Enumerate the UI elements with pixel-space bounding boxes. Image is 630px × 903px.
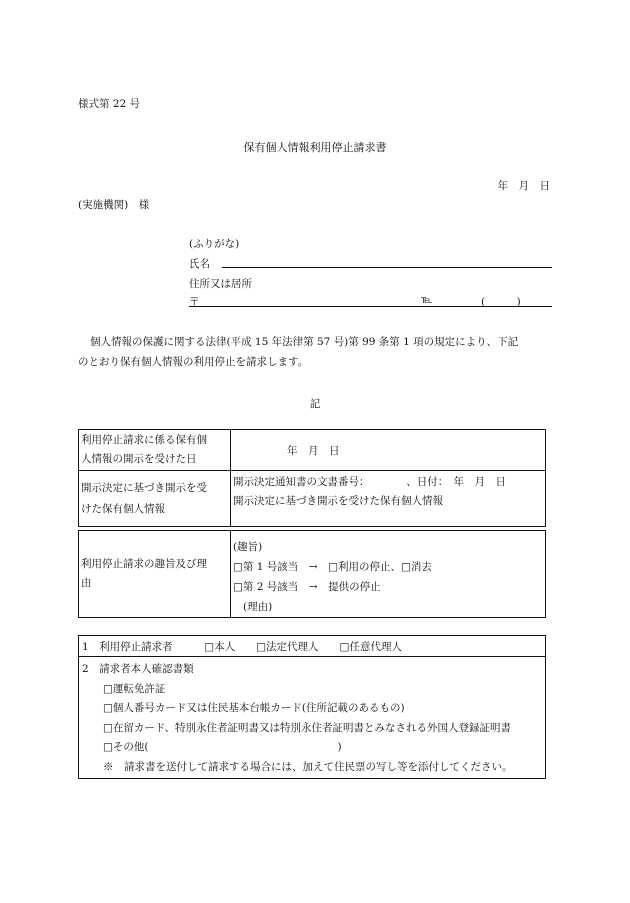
doc-option-residence-card[interactable]: □在留カード、特別永住者証明書又は特別永住者証明書とみなされる外国人登録証明書 — [103, 721, 511, 734]
purpose-reason-field[interactable] — [231, 531, 546, 618]
requester-table — [78, 635, 546, 779]
table-row — [79, 636, 546, 657]
table-row — [79, 531, 546, 618]
purpose-label: (趣旨) — [233, 541, 263, 553]
page-title: 保有個人情報利用停止請求書 — [243, 141, 387, 154]
doc-number-line: 開示決定通知書の文書番号： 、日付： 年 月 日 — [233, 476, 506, 488]
addressee: (実施機関) 様 — [78, 199, 150, 211]
clause2-checkbox-line[interactable]: □第 2 号該当 → 提供の停止 — [233, 581, 381, 593]
furigana-label: (ふりがな) — [189, 238, 240, 250]
tel-mark: ℡ — [421, 294, 433, 306]
requester-type-line: 1 利用停止請求者 □本人 □法定代理人 □任意代理人 — [82, 640, 402, 653]
ki-heading: 記 — [309, 398, 321, 410]
purpose-reason-label: 利用停止請求の趣旨及び理 由 — [79, 531, 231, 618]
name-label: 氏名 — [189, 258, 210, 270]
disclosure-date-field[interactable] — [231, 430, 546, 471]
doc-option-other[interactable]: □その他( ) — [103, 741, 342, 753]
tel-paren: ( ) — [481, 296, 521, 308]
body-text-line2: のとおり保有個人情報の利用停止を請求します。 — [78, 356, 309, 368]
address-label: 住所又は居所 — [189, 278, 252, 290]
disclosed-info-field[interactable] — [231, 471, 546, 527]
disclosure-date-label: 利用停止請求に係る保有個 人情報の開示を受けた日 — [79, 430, 231, 471]
address-underline[interactable] — [189, 306, 552, 307]
disclosure-date-value: 年 月 日 — [287, 444, 340, 457]
table-row — [79, 430, 546, 471]
doc-option-my-number-card[interactable]: □個人番号カード又は住民基本台帳カード(住所記載のあるもの) — [103, 702, 405, 714]
requester-type-cell[interactable] — [79, 636, 546, 657]
doc-option-drivers-license[interactable]: □運転免許証 — [103, 682, 166, 695]
date-line: 年 月 日 — [497, 180, 550, 192]
name-underline[interactable] — [222, 267, 552, 268]
form-number: 様式第 22 号 — [78, 98, 141, 110]
disclosed-info-label: 開示決定に基づき開示を受 けた保有個人情報 — [79, 471, 231, 527]
reason-label: (理由) — [243, 601, 273, 613]
clause1-checkbox-line[interactable]: □第 1 号該当 → □利用の停止、□消去 — [233, 561, 432, 573]
body-text-line1: 個人情報の保護に関する法律(平成 15 年法律第 57 号)第 99 条第 1 項の規定により、下記 — [90, 336, 519, 348]
identity-docs-heading: 2 請求者本人確認書類 — [82, 663, 194, 675]
mail-note: ※ 請求書を送付して請求する場合には、加えて住民票の写し等を添付してください。 — [103, 760, 513, 773]
identity-docs-cell — [79, 657, 546, 779]
table-row — [79, 657, 546, 779]
disclosed-info-line: 開示決定に基づき開示を受けた保有個人情報 — [233, 495, 443, 507]
request-details-table — [78, 429, 546, 618]
postal-mark: 〒 — [189, 296, 200, 308]
table-row — [79, 471, 546, 527]
